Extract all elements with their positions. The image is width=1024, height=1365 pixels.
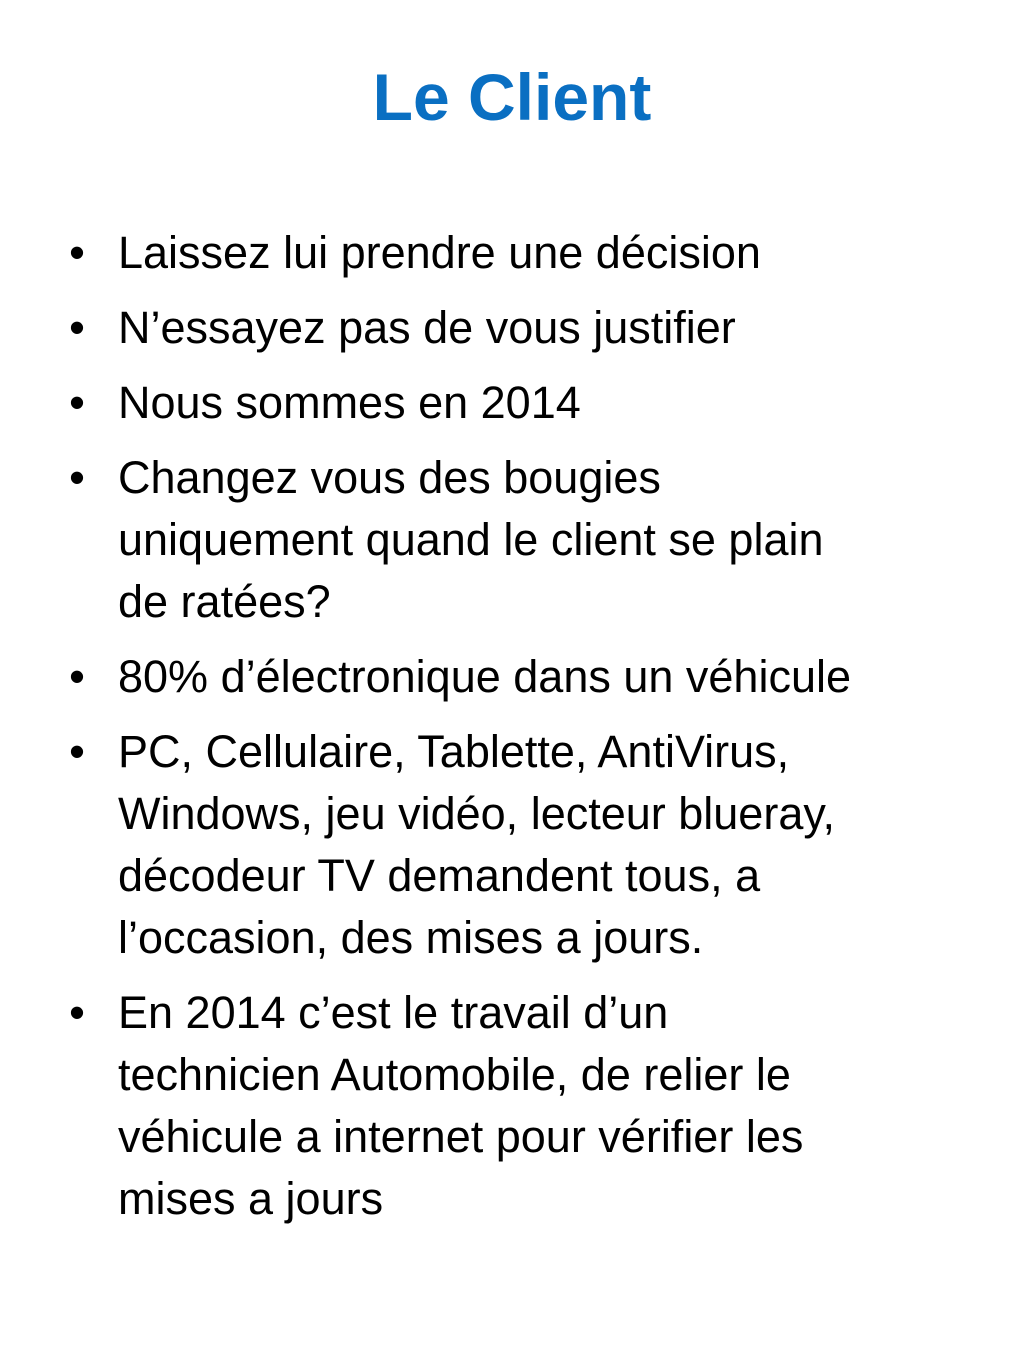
bullet-icon: • <box>69 302 85 353</box>
bullet-line: de ratées? <box>118 576 331 627</box>
slide-title: Le Client <box>372 60 652 134</box>
bullet-item <box>62 372 982 434</box>
bullet-line: Nous sommes en 2014 <box>118 377 581 428</box>
bullet-text <box>118 721 982 969</box>
bullet-text <box>118 982 982 1230</box>
bullet-text <box>118 372 982 434</box>
bullet-icon: • <box>69 227 85 278</box>
bullet-icon: • <box>69 651 85 702</box>
bullet-text <box>118 447 982 633</box>
bullet-line: véhicule a internet pour vérifier les <box>118 1111 804 1162</box>
bullet-item <box>62 447 982 633</box>
bullet-line: Windows, jeu vidéo, lecteur blueray, <box>118 788 836 839</box>
bullet-line: En 2014 c’est le travail d’un <box>118 987 669 1038</box>
bullet-line: uniquement quand le client se plain <box>118 514 824 565</box>
bullet-icon: • <box>69 452 85 503</box>
bullet-item <box>62 297 982 359</box>
bullet-item <box>62 646 982 708</box>
bullet-line: Changez vous des bougies <box>118 452 661 503</box>
bullet-line: Laissez lui prendre une décision <box>118 227 761 278</box>
bullet-line: 80% d’électronique dans un véhicule <box>118 651 852 702</box>
bullet-icon: • <box>69 377 85 428</box>
bullet-item <box>62 721 982 969</box>
bullet-icon: • <box>69 726 85 777</box>
bullet-text <box>118 222 982 284</box>
bullet-line: PC, Cellulaire, Tablette, AntiVirus, <box>118 726 790 777</box>
bullet-text <box>118 297 982 359</box>
bullet-line: N’essayez pas de vous justifier <box>118 302 736 353</box>
bullet-item <box>62 982 982 1230</box>
bullet-item <box>62 222 982 284</box>
bullet-text <box>118 646 982 708</box>
bullet-line: décodeur TV demandent tous, a <box>118 850 761 901</box>
bullet-line: technicien Automobile, de relier le <box>118 1049 791 1100</box>
bullet-line: l’occasion, des mises a jours. <box>118 912 704 963</box>
bullet-icon: • <box>69 987 85 1038</box>
bullet-line: mises a jours <box>118 1173 384 1224</box>
bullet-list <box>62 222 982 1243</box>
